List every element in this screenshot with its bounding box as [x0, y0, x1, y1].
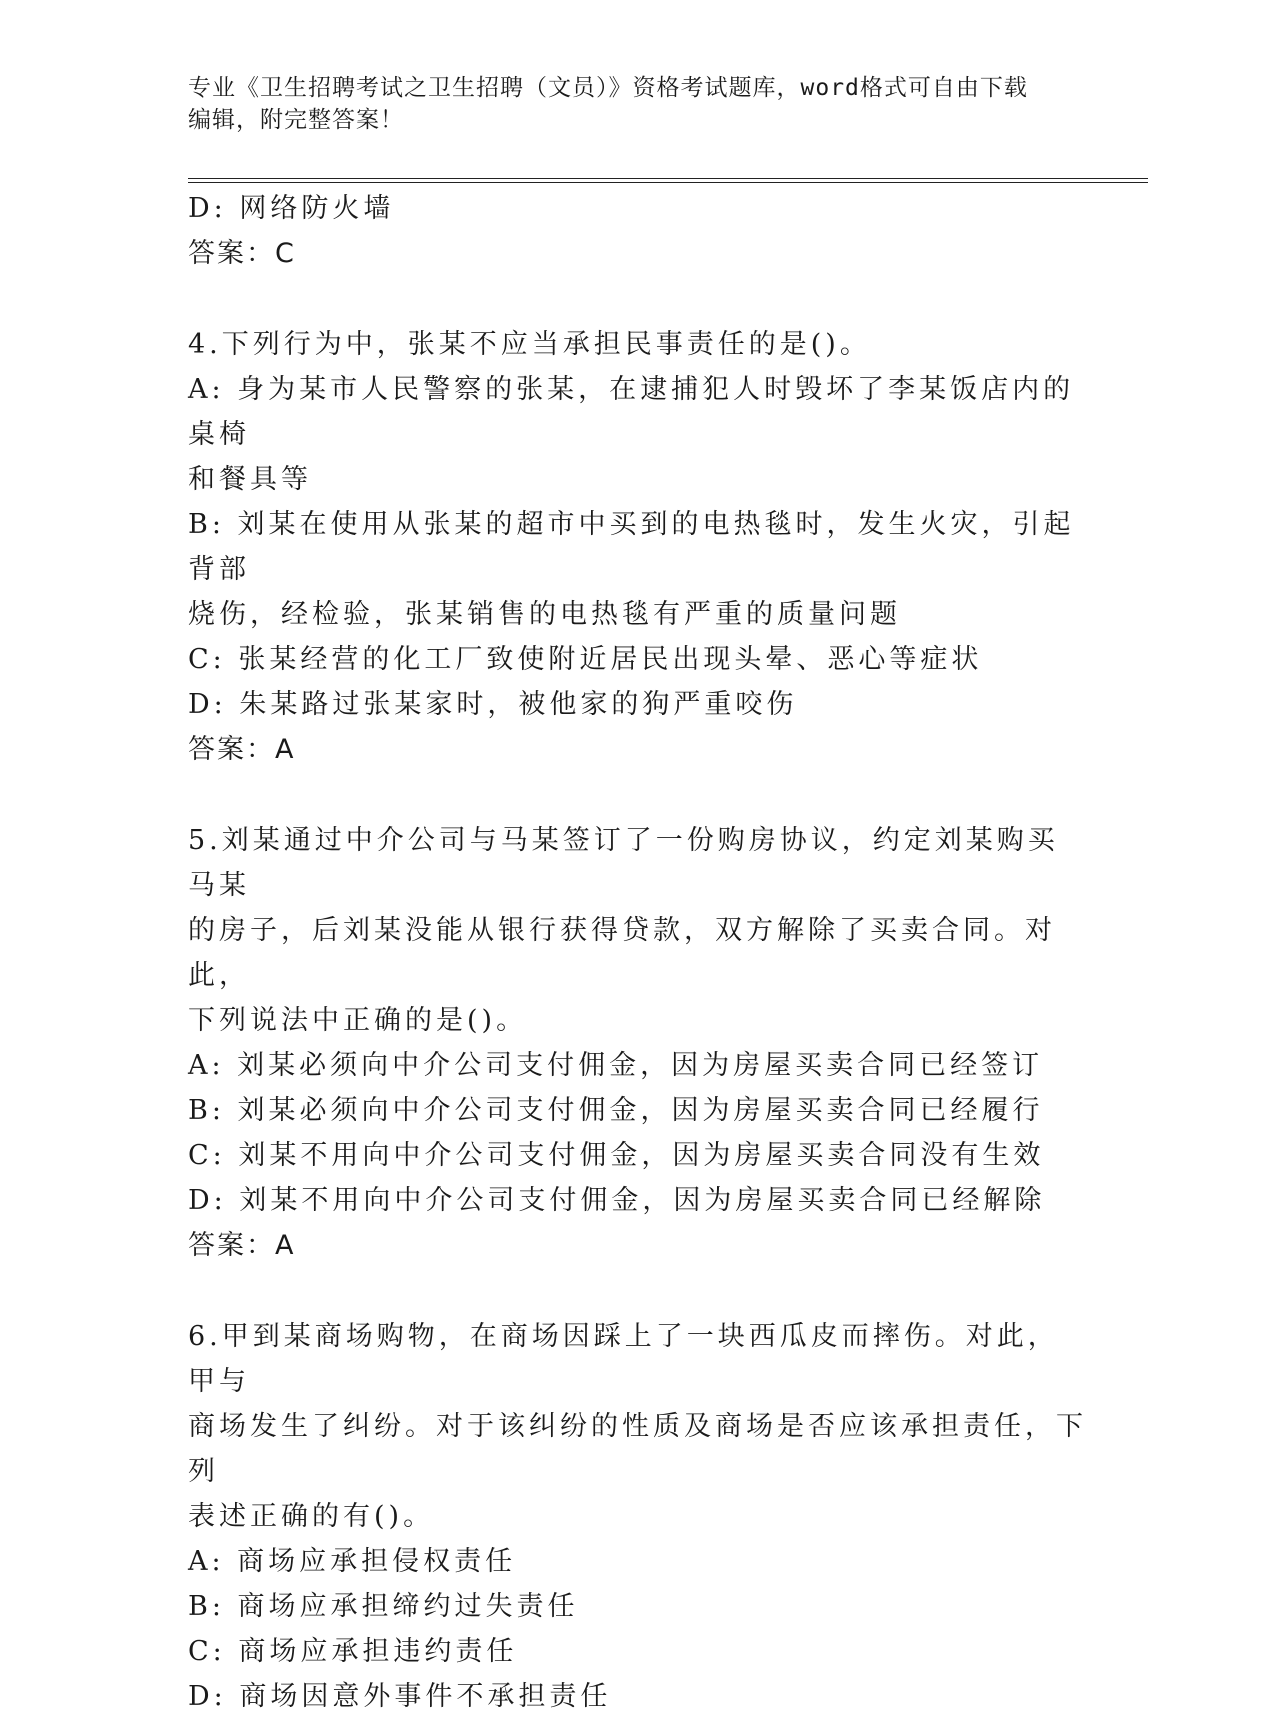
option-d: D: 商场因意外事件不承担责任: [188, 1681, 612, 1712]
option-b-line-1: B: 刘某在使用从张某的超市中买到的电热毯时，发生火灾，引起背部: [188, 509, 1075, 585]
spacer: [188, 1268, 1088, 1314]
option-a-line-2: 和餐具等: [188, 464, 312, 495]
header-rule-top: [188, 178, 1148, 179]
prev-option-d: D: 网络防火墙: [188, 193, 395, 224]
header-line-2: 编辑，附完整答案！: [188, 107, 404, 133]
question-stem-line: 下列说法中正确的是()。: [188, 1005, 528, 1036]
header-rule-bottom: [188, 182, 1148, 183]
answer: 答案：A: [188, 1230, 296, 1261]
question-6: [188, 1314, 1088, 1719]
question-content: [188, 186, 1088, 1719]
question-stem-line: 6.甲到某商场购物，在商场因踩上了一块西瓜皮而摔伤。对此，甲与: [188, 1321, 1059, 1397]
option-a: A: 商场应承担侵权责任: [188, 1546, 517, 1577]
question-stem-line: 5.刘某通过中介公司与马某签订了一份购房协议，约定刘某购买马某: [188, 825, 1059, 901]
question-stem-line: 4.下列行为中，张某不应当承担民事责任的是()。: [188, 329, 871, 360]
option-c: C: 商场应承担违约责任: [188, 1636, 518, 1667]
question-4: [188, 322, 1088, 772]
option-b-line-2: 烧伤，经检验，张某销售的电热毯有严重的质量问题: [188, 599, 901, 630]
option-c: C: 张某经营的化工厂致使附近居民出现头晕、恶心等症状: [188, 644, 983, 675]
option-b: B: 商场应承担缔约过失责任: [188, 1591, 579, 1622]
spacer: [188, 276, 1088, 322]
question-stem-line: 商场发生了纠纷。对于该纠纷的性质及商场是否应该承担责任，下列: [188, 1411, 1087, 1487]
spacer: [188, 772, 1088, 818]
answer: 答案：A: [188, 734, 296, 765]
option-c: C: 刘某不用向中介公司支付佣金，因为房屋买卖合同没有生效: [188, 1140, 1045, 1171]
option-a: A: 刘某必须向中介公司支付佣金，因为房屋买卖合同已经签订: [188, 1050, 1044, 1081]
page-header: [188, 72, 1088, 136]
prev-answer: 答案：C: [188, 238, 296, 269]
option-d: D: 朱某路过张某家时，被他家的狗严重咬伤: [188, 689, 798, 720]
question-stem-line: 表述正确的有()。: [188, 1501, 435, 1532]
header-line-1: 专业《卫生招聘考试之卫生招聘（文员）》资格考试题库，word格式可自由下载: [188, 75, 1028, 101]
option-a-line-1: A: 身为某市人民警察的张某，在逮捕犯人时毁坏了李某饭店内的桌椅: [188, 374, 1075, 450]
question-5: [188, 818, 1088, 1268]
option-b: B: 刘某必须向中介公司支付佣金，因为房屋买卖合同已经履行: [188, 1095, 1044, 1126]
question-stem-line: 的房子，后刘某没能从银行获得贷款，双方解除了买卖合同。对此，: [188, 915, 1056, 991]
option-d: D: 刘某不用向中介公司支付佣金，因为房屋买卖合同已经解除: [188, 1185, 1046, 1216]
